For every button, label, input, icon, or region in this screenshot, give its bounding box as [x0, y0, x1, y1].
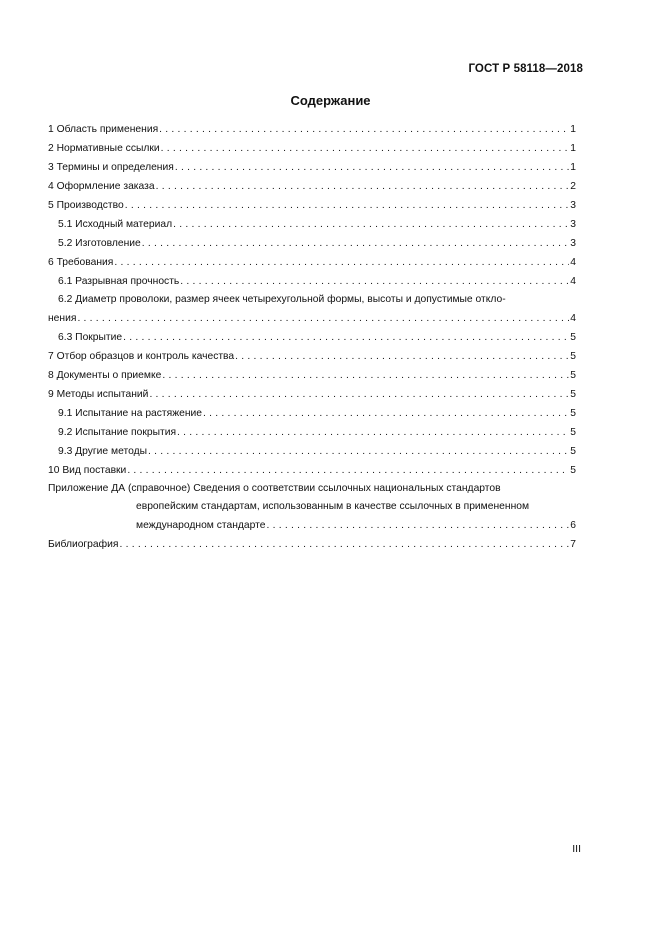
- toc-entry-5-2[interactable]: [48, 234, 576, 253]
- toc-entry-page: 5: [570, 465, 576, 476]
- toc-entry-9-1[interactable]: [48, 404, 576, 423]
- toc-entry-3[interactable]: [48, 158, 576, 177]
- toc-entry-page: 4: [570, 313, 576, 324]
- toc-entry-label: 9.2 Испытание покрытия: [58, 427, 177, 438]
- toc-entry-label: 3 Термины и определения: [48, 162, 174, 173]
- toc-entry-label: 6.3 Покрытие: [58, 332, 123, 343]
- toc-entry-page: 7: [570, 539, 576, 550]
- leader-dots: [119, 535, 569, 554]
- toc-entry-label: 9.3 Другие методы: [58, 446, 147, 457]
- toc-entry-page: 3: [570, 219, 576, 230]
- toc-entry-4[interactable]: [48, 177, 576, 196]
- toc-entry-label: 5 Производство: [48, 200, 124, 211]
- toc-entry-9-3[interactable]: [48, 442, 576, 461]
- toc-entry-continuation: [48, 309, 576, 328]
- toc-entry-label: 1 Область применения: [48, 124, 159, 135]
- leader-dots: [142, 234, 569, 253]
- toc-entry-label: Приложение ДА (справочное) Сведения о соответствии ссылочных национальных стандартов: [48, 483, 501, 494]
- toc-entry-label: 5.2 Изготовление: [58, 238, 141, 249]
- toc-entry-6-1[interactable]: [48, 272, 576, 291]
- toc-entry-label: 8 Документы о приемке: [48, 370, 162, 381]
- toc-entry-9-2[interactable]: [48, 423, 576, 442]
- toc-entry-page: 5: [570, 389, 576, 400]
- toc-entry-page: 5: [570, 370, 576, 381]
- leader-dots: [159, 120, 569, 139]
- leader-dots: [180, 272, 569, 291]
- leader-dots: [235, 347, 569, 366]
- toc-entry-6-2[interactable]: [48, 291, 576, 328]
- toc-entry-5-1[interactable]: [48, 215, 576, 234]
- toc-entry-label: 7 Отбор образцов и контроль качества: [48, 351, 235, 362]
- leader-dots: [203, 404, 569, 423]
- toc-entry-label: 10 Вид поставки: [48, 465, 127, 476]
- leader-dots: [177, 423, 569, 442]
- toc-entry-page: 5: [570, 427, 576, 438]
- leader-dots: [123, 328, 569, 347]
- toc-entry-6[interactable]: [48, 253, 576, 272]
- toc-entry-page: 1: [570, 143, 576, 154]
- table-of-contents: [48, 120, 576, 554]
- toc-entry-page: 5: [570, 408, 576, 419]
- toc-entry-label: 2 Нормативные ссылки: [48, 143, 160, 154]
- toc-title: Содержание: [290, 93, 371, 108]
- toc-entry-label: 9.1 Испытание на растяжение: [58, 408, 203, 419]
- toc-entry-label: 9 Методы испытаний: [48, 389, 149, 400]
- toc-entry-label: 6.1 Разрывная прочность: [58, 276, 180, 287]
- toc-entry-page: 5: [570, 332, 576, 343]
- toc-entry-2[interactable]: [48, 139, 576, 158]
- toc-entry-10[interactable]: [48, 461, 576, 480]
- toc-entry-label-line2: европейским стандартам, использованным в качестве ссылочных в примененном: [136, 501, 530, 512]
- toc-entry-page: 1: [570, 124, 576, 135]
- page-folio: III: [572, 843, 581, 855]
- leader-dots: [114, 253, 569, 272]
- leader-dots: [77, 309, 569, 328]
- toc-entry-page: 1: [570, 162, 576, 173]
- leader-dots: [175, 158, 569, 177]
- leader-dots: [162, 366, 569, 385]
- toc-entry-page: 4: [570, 276, 576, 287]
- toc-entry-bibliography[interactable]: [48, 535, 576, 554]
- toc-entry-9[interactable]: [48, 385, 576, 404]
- toc-entry-7[interactable]: [48, 347, 576, 366]
- toc-entry-continuation: [48, 516, 576, 535]
- toc-entry-page: 3: [570, 238, 576, 249]
- leader-dots: [148, 442, 569, 461]
- toc-entry-label: Библиография: [48, 539, 119, 550]
- document-code: ГОСТ Р 58118—2018: [468, 63, 583, 75]
- toc-entry-label: 4 Оформление заказа: [48, 181, 155, 192]
- leader-dots: [161, 139, 570, 158]
- toc-entry-label: 6.2 Диаметр проволоки, размер ячеек четырехугольной формы, высоты и допустимые откло-: [58, 294, 506, 305]
- toc-entry-8[interactable]: [48, 366, 576, 385]
- toc-entry-label: 6 Требования: [48, 257, 114, 268]
- leader-dots: [156, 177, 570, 196]
- toc-entry-label: 5.1 Исходный материал: [58, 219, 173, 230]
- toc-entry-page: 3: [570, 200, 576, 211]
- leader-dots: [149, 385, 569, 404]
- toc-entry-5[interactable]: [48, 196, 576, 215]
- toc-entry-6-3[interactable]: [48, 328, 576, 347]
- leader-dots: [173, 215, 569, 234]
- leader-dots: [127, 461, 569, 480]
- toc-entry-page: 5: [570, 446, 576, 457]
- toc-entry-page: 4: [570, 257, 576, 268]
- leader-dots: [266, 516, 569, 535]
- leader-dots: [125, 196, 570, 215]
- toc-entry-page: 6: [570, 520, 576, 531]
- toc-entry-page: 2: [570, 181, 576, 192]
- toc-entry-1[interactable]: [48, 120, 576, 139]
- toc-entry-appendix-da[interactable]: [48, 480, 576, 535]
- toc-entry-label-cont: нения: [48, 313, 77, 324]
- toc-entry-label-cont: международном стандарте: [136, 520, 266, 531]
- toc-entry-page: 5: [570, 351, 576, 362]
